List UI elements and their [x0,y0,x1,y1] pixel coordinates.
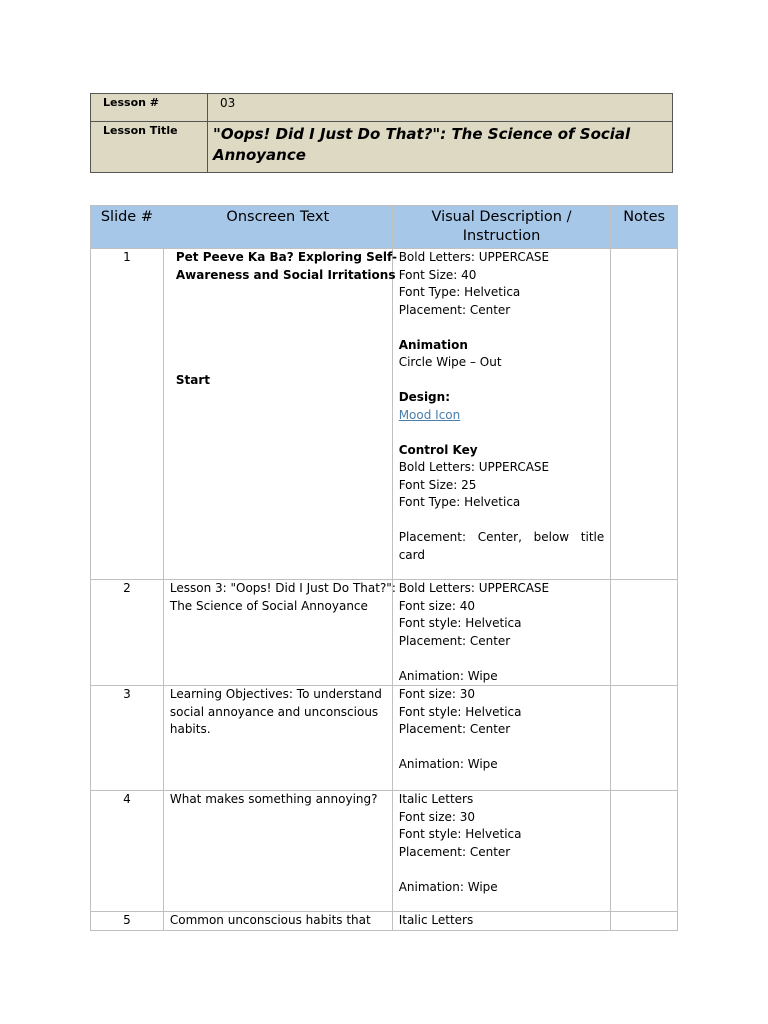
lesson-title-label: Lesson Title [91,122,208,173]
lesson-number-value: 03 [208,94,673,122]
onscreen-start-text: Start [175,372,210,387]
visual-line: Placement: Center [398,844,511,859]
header-notes: Notes [611,206,678,249]
visual-line: Placement: Center [398,633,511,648]
visual-line: Bold Letters: UPPERCASE [398,581,550,595]
lesson-number-row [91,94,673,122]
visual-line: Placement: Center [398,722,511,736]
lesson-number-label: Lesson # [91,94,208,122]
visual-line: Italic Letters [398,913,474,927]
slides-table [90,205,678,931]
onscreen-line: The Science of Social Annoyance [169,598,368,613]
onscreen-line: Common unconscious habits that [169,913,371,927]
slide-number: 2 [91,580,164,686]
visual-description-cell [392,580,611,686]
visual-line: Font style: Helvetica [398,616,522,630]
visual-description-cell [392,686,611,791]
visual-line: Font size: 40 [398,598,476,613]
notes-cell [611,791,678,912]
visual-description-cell [392,249,611,580]
visual-line: Font style: Helvetica [398,704,522,719]
control-key-heading: Control Key [398,442,478,457]
visual-line: Font Size: 25 [398,477,477,492]
header-onscreen-text: Onscreen Text [163,206,392,249]
visual-line: Font size: 30 [398,687,476,701]
visual-line: Font Type: Helvetica [398,285,521,299]
table-row [91,686,678,791]
visual-line: Placement: Center, below title card [398,530,605,562]
visual-line: Bold Letters: UPPERCASE [398,250,550,264]
visual-line: Bold Letters: UPPERCASE [398,460,550,474]
visual-line: Placement: Center [398,302,511,317]
table-row [91,912,678,931]
visual-line: Animation: Wipe [398,757,498,771]
mood-icon-link[interactable]: Mood Icon [398,407,461,422]
visual-line: Font Size: 40 [398,267,477,282]
onscreen-text-cell [163,249,397,580]
notes-cell [611,580,678,686]
header-slide-number: Slide # [91,206,164,249]
header-visual-description: Visual Description / Instruction [392,206,611,249]
visual-line: Animation: Wipe [398,668,498,683]
onscreen-text-cell [163,686,392,791]
slide-number: 5 [91,912,164,931]
notes-cell [611,249,678,580]
notes-cell [611,912,678,931]
slide-number: 3 [91,686,164,791]
design-heading: Design: [398,390,450,404]
visual-line: Font Type: Helvetica [398,495,521,509]
visual-line: Font style: Helvetica [398,827,522,841]
visual-line: Animation: Wipe [398,879,498,894]
onscreen-line: habits. [169,722,211,736]
animation-heading: Animation [398,337,468,352]
animation-value: Circle Wipe – Out [398,355,502,369]
visual-description-cell [392,791,611,912]
lesson-title-value: "Oops! Did I Just Do That?": The Science of Social Annoyance [208,122,673,173]
onscreen-line: Lesson 3: "Oops! Did I Just Do That?": [169,581,396,595]
notes-cell [611,686,678,791]
table-row [91,249,678,580]
onscreen-title-line: Awareness and Social Irritations [175,267,396,282]
lesson-info-table [90,93,673,173]
visual-line: Font size: 30 [398,809,476,824]
onscreen-text-cell [163,791,392,912]
onscreen-line: Learning Objectives: To understand [169,687,382,701]
onscreen-line: social annoyance and unconscious [169,704,379,719]
visual-line: Italic Letters [398,792,474,806]
onscreen-line: What makes something annoying? [169,792,378,806]
slide-number: 4 [91,791,164,912]
table-row [91,580,678,686]
onscreen-text-cell [163,580,396,686]
visual-description-cell [392,912,611,931]
onscreen-text-cell [163,912,392,931]
slides-header-row [91,206,678,249]
onscreen-title-line: Pet Peeve Ka Ba? Exploring Self- [175,250,397,264]
table-row [91,791,678,912]
slide-number: 1 [91,249,164,580]
lesson-title-row [91,122,673,173]
